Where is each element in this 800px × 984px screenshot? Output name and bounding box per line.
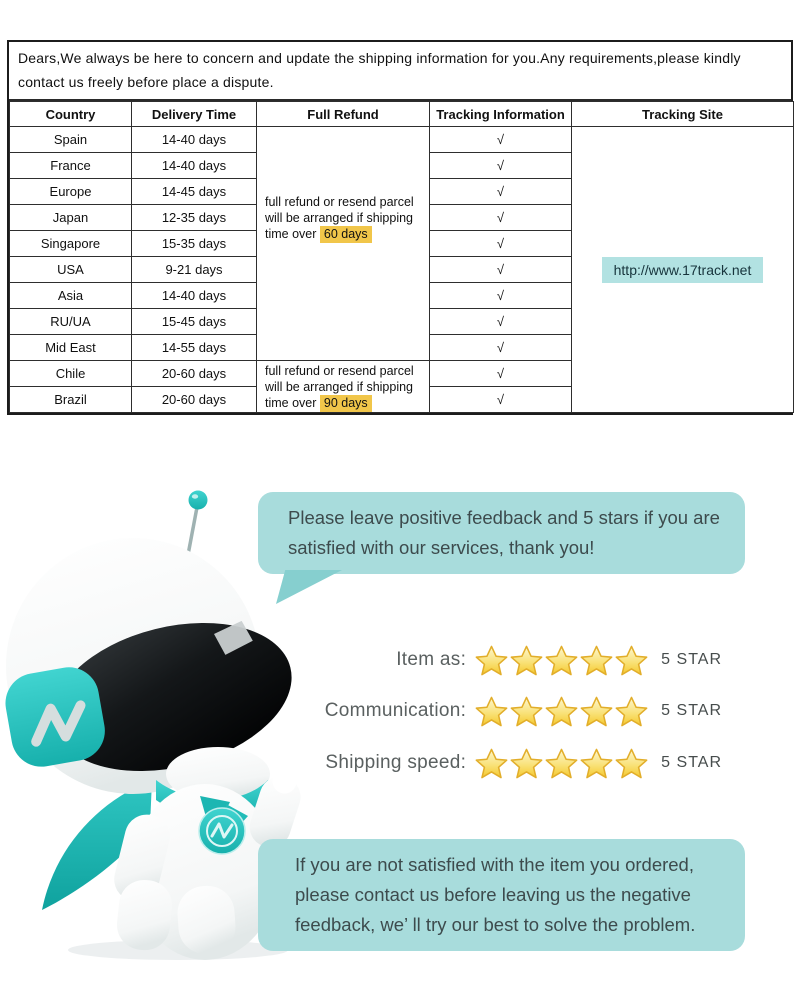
rating-label: Communication: xyxy=(324,700,467,721)
header-full-refund: Full Refund xyxy=(257,102,430,127)
delivery-cell: 15-45 days xyxy=(132,309,257,335)
delivery-cell: 20-60 days xyxy=(132,361,257,387)
bubble-line: Please leave positive feedback and 5 stars if you are xyxy=(288,507,720,528)
star-icon xyxy=(545,695,578,728)
speech-bubble-top xyxy=(258,492,745,574)
chest-badge xyxy=(199,808,245,854)
delivery-cell: 20-60 days xyxy=(132,387,257,413)
tracking-check: √ xyxy=(430,335,572,361)
star-rating xyxy=(475,747,648,780)
star-icon xyxy=(510,695,543,728)
speech-bubble-bottom xyxy=(258,839,745,951)
delivery-cell: 14-40 days xyxy=(132,283,257,309)
country-cell: Mid East xyxy=(10,335,132,361)
star-icon xyxy=(615,644,648,677)
star-rating xyxy=(475,695,648,728)
rating-value: 5 STAR xyxy=(661,651,722,668)
notice-line: contact us freely before place a dispute. xyxy=(18,74,274,90)
delivery-cell: 14-55 days xyxy=(132,335,257,361)
star-icon xyxy=(580,644,613,677)
table-row xyxy=(10,127,794,153)
country-cell: Chile xyxy=(10,361,132,387)
star-icon xyxy=(475,644,508,677)
star-icon xyxy=(475,695,508,728)
star-icon xyxy=(580,695,613,728)
shipping-info-box xyxy=(7,40,793,415)
delivery-cell: 14-45 days xyxy=(132,179,257,205)
tracking-site-cell xyxy=(572,127,794,413)
delivery-cell: 15-35 days xyxy=(132,231,257,257)
tracking-check: √ xyxy=(430,127,572,153)
country-cell: Asia xyxy=(10,283,132,309)
header-tracking-information: Tracking Information xyxy=(430,102,572,127)
star-icon xyxy=(510,644,543,677)
bubble-line: please contact us before leaving us the negative xyxy=(295,884,691,905)
tracking-check: √ xyxy=(430,283,572,309)
shipping-table xyxy=(9,101,794,413)
tracking-check: √ xyxy=(430,205,572,231)
rating-label: Item as: xyxy=(396,649,467,670)
country-cell: Spain xyxy=(10,127,132,153)
bubble-line: satisfied with our services, thank you! xyxy=(288,537,595,558)
delivery-cell: 14-40 days xyxy=(132,127,257,153)
refund-days-highlight: 60 days xyxy=(320,226,372,243)
table-header-row xyxy=(10,102,794,127)
country-cell: USA xyxy=(10,257,132,283)
tracking-check: √ xyxy=(430,179,572,205)
country-cell: France xyxy=(10,153,132,179)
header-delivery-time: Delivery Time xyxy=(132,102,257,127)
country-cell: Europe xyxy=(10,179,132,205)
refund-policy-text: full refund or resend parcel will be arranged if shipping time over 90 days xyxy=(265,363,414,410)
delivery-cell: 14-40 days xyxy=(132,153,257,179)
star-rating xyxy=(475,644,648,677)
refund-days-highlight: 90 days xyxy=(320,395,372,412)
star-icon xyxy=(615,747,648,780)
rating-value: 5 STAR xyxy=(661,754,722,771)
notice-line: Dears,We always be here to concern and update the shipping information for you.Any requirements,please kindly xyxy=(18,50,741,66)
tracking-check: √ xyxy=(430,387,572,413)
country-cell: Brazil xyxy=(10,387,132,413)
star-icon xyxy=(545,747,578,780)
delivery-cell: 12-35 days xyxy=(132,205,257,231)
tracking-check: √ xyxy=(430,257,572,283)
tracking-check: √ xyxy=(430,153,572,179)
tracking-check: √ xyxy=(430,361,572,387)
shipping-notice xyxy=(9,42,791,101)
country-cell: RU/UA xyxy=(10,309,132,335)
star-icon xyxy=(510,747,543,780)
rating-row-shipping-speed xyxy=(0,745,722,781)
country-cell: Japan xyxy=(10,205,132,231)
header-tracking-site: Tracking Site xyxy=(572,102,794,127)
delivery-cell: 9-21 days xyxy=(132,257,257,283)
bubble-line: If you are not satisfied with the item you ordered, xyxy=(295,854,694,875)
rating-row-item xyxy=(0,642,722,678)
refund-policy-text: full refund or resend parcel will be arranged if shipping time over 60 days xyxy=(265,194,414,241)
rating-label: Shipping speed: xyxy=(325,752,467,773)
antenna-ball xyxy=(189,491,208,510)
star-icon xyxy=(545,644,578,677)
star-icon xyxy=(615,695,648,728)
bubble-line: feedback, we’ ll try our best to solve the problem. xyxy=(295,914,696,935)
rating-row-communication xyxy=(0,693,722,729)
tracking-site-link[interactable]: http://www.17track.net xyxy=(602,257,764,283)
refund-policy-cell xyxy=(257,127,430,361)
header-country: Country xyxy=(10,102,132,127)
rating-value: 5 STAR xyxy=(661,702,722,719)
star-icon xyxy=(475,747,508,780)
refund-policy-cell xyxy=(257,361,430,413)
tracking-check: √ xyxy=(430,309,572,335)
country-cell: Singapore xyxy=(10,231,132,257)
star-icon xyxy=(580,747,613,780)
tracking-check: √ xyxy=(430,231,572,257)
